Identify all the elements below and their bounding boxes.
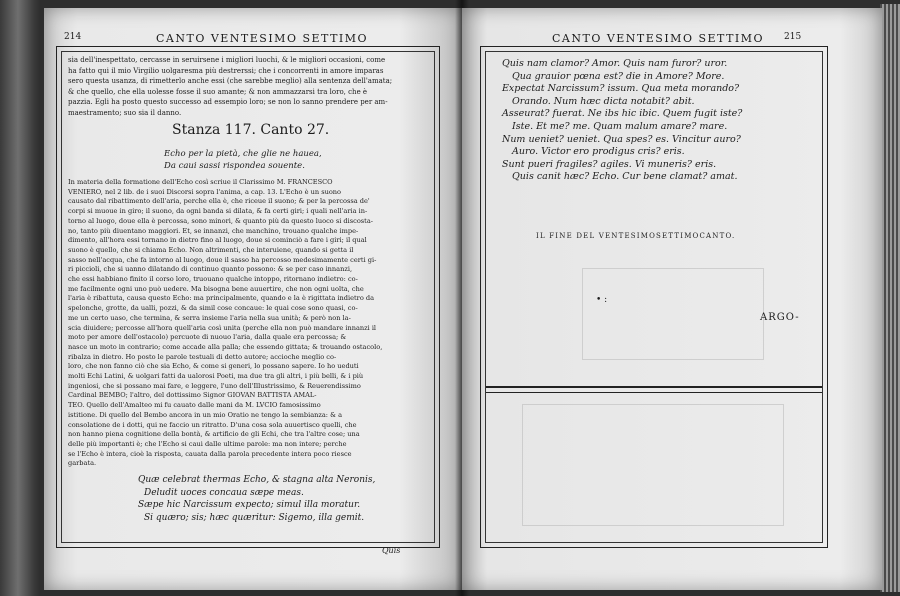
show-through-ghost — [582, 268, 764, 360]
commentary-line: consolatione de i dotti, qui ne faccio un ritratto. D'una cosa sola auuertisco quelli, che — [68, 420, 357, 429]
echo-line: Sunt pueri fragiles? agiles. Vi muneris? eris. — [502, 158, 717, 170]
horizontal-rule-thin — [486, 392, 822, 393]
intro-line: pazzia. Egli ha posto questo successo ad essempio loro; se non lo sanno prendere per am- — [68, 98, 388, 106]
left-page — [44, 8, 462, 590]
commentary-line: l'aria è ribattuta, causa questo Echo: ma principalmente, quando e la è rigittata indietro da — [68, 294, 375, 303]
commentary-line: ri piccioli, che si uanno dilatando di continuo quanto possono: & se per caso innanzi, — [68, 265, 353, 274]
commentary-line: ribalza in dietro. Ho posto le parole testuali di detto autore; accioche meglio co- — [68, 352, 337, 361]
intro-line: sia dell'inespettato, cercasse in seruirsene i migliori luochi, & le migliori occasioni, come — [68, 56, 386, 64]
echo-line: Quis nam clamor? Amor. Quis nam furor? uror. — [502, 58, 728, 69]
commentary-line: che essi habbiano finito il corso loro, truouano qualche intoppo, ritornano indietro: co- — [68, 275, 358, 284]
right-running-head: CANTO VENTESIMO SETTIMO — [552, 32, 765, 45]
left-running-head: CANTO VENTESIMO SETTIMO — [156, 32, 369, 45]
echo-line: Asseurat? fuerat. Ne ibs hic ibic. Quem fugit iste? — [502, 108, 743, 120]
commentary-line: In materia della formatione dell'Echo così scriue il Clarissimo M. FRANCESCO — [68, 178, 333, 186]
commentary-line: moto per amore dell'ostacolo) percuote di nuouo l'aria, dalla quale era percossa; & — [68, 333, 347, 342]
latin-verse — [138, 474, 375, 524]
commentary-line: TEO. Quello dell'Amalteo mi fu cauato dalle mani da M. LVCIO famosissimo — [68, 401, 321, 410]
commentary-line: garbata. — [68, 459, 97, 468]
left-page-number: 214 — [64, 32, 82, 42]
intro-text — [68, 55, 430, 118]
echo-poem — [502, 58, 742, 184]
commentary-line: nasce un moto in contrario; come accade alla palla; che essendo gittata; & trouando ostacolo, — [68, 342, 383, 351]
commentary-line: non hanno piena cognitione della bontà, & artificio de gli Echi, che tra l'altre cose; una — [68, 430, 360, 439]
intro-line: sero questa usanza, di rimetterlo anche essi (che sarebbe meglio) alla sentenza dell'amata; — [68, 77, 393, 85]
commentary-line: spelonche, grotte, da ualli, pozzi, & da simil cose concaue: le quai cose sono quasi, co- — [68, 304, 358, 313]
latin-verse-line: Sæpe hic Narcissum expecto; simul illa moratur. — [138, 500, 361, 510]
intro-line: ha fatto qui il mio Virgilio uolgaresma più destrerssi; che i concorrenti in amore imparas — [68, 66, 384, 75]
echo-line: Expectat Narcissum? issum. Qua meta morando? — [502, 83, 740, 95]
commentary-line: corpi si muoue in giro; il suono, da ogni banda si dilata, & fa certi giri; i quali nell'aria in- — [68, 207, 368, 216]
commentary-line: VENIERO, nel 2 lib. de i suoi Discorsi sopra l'anima, a cap. 13. L'Echo è un suono — [68, 187, 342, 196]
commentary-line: causato dal ribattimento dell'aria, perche ella è, che riceue il suono; & per la percossa de' — [68, 197, 370, 206]
echo-line: Iste. Et me? me. Quam malum amare? mare. — [512, 120, 728, 132]
latin-verse-line: Si quæro; sis; hæc quæritur: Sigemo, illa gemit. — [144, 512, 365, 523]
commentary-line: suono è quello, che si chiama Echo. Non altrimenti, che interuiene, quando si getta il — [68, 245, 354, 254]
stanza-heading: Stanza 117. Canto 27. — [172, 122, 330, 138]
verse-line: Da caui sassi rispondea souente. — [164, 161, 305, 171]
right-catchword: ARGO- — [760, 312, 800, 323]
end-of-canto-line: IL FINE DEL VENTESIMOSETTIMOCANTO. — [536, 232, 736, 240]
commentary-line: me facilmente ogni uno può uedere. Ma bisogna bene auuertire, che non ogni uolta, che — [68, 284, 364, 293]
commentary-line: Cardinal BEMBO; l'altro, del dottissimo Signor GIOVAN BATTISTA AMAL- — [68, 391, 317, 400]
commentary-line: dimento, all'hora essi tornano in dietro fino al luogo, doue si cominciò a fare i giri; il qual — [68, 236, 367, 245]
latin-verse-line: Deludit uoces concaua sæpe meas. — [144, 487, 304, 498]
commentary-line: ingeniosi, che si possano mai fare, e leggere, l'uno dell'Illustrissimo, & Reuerendissimo — [68, 381, 361, 390]
commentary-line: loro, che non fanno ciò che sia Echo, & come si generi, lo possano sapere. Io ho ueduti — [68, 362, 359, 371]
quoted-verse — [164, 148, 322, 172]
commentary-line: no, tanto più diuentano maggiori. Et, se innanzi, che manchino, trouano qualche impe- — [68, 226, 359, 235]
echo-line: Quis canit hæc? Echo. Cur bene clamat? amat. — [512, 171, 738, 183]
right-page-number: 215 — [784, 32, 802, 42]
commentary-line: me un certo uaso, che termina, & serra insieme l'aria nella sua unità; & però non la- — [68, 313, 351, 322]
commentary-line: scia diuidere; percosse all'hora quell'aria così unita (perche ella non può mandare innanzi il — [68, 323, 377, 332]
right-page — [462, 8, 882, 590]
verse-line: Echo per la pietà, che glie ne hauea, — [164, 149, 322, 159]
commentary-line: se l'Echo è intera, cioè la risposta, cauata dalla parola precedente intera poco riesce — [68, 449, 352, 458]
commentary-line: istitione. Di quello del Bembo ancora in un mio Oratio ne tengo la sembianza: & a — [68, 410, 343, 419]
commentary-line: delle più importanti è; che l'Echo si caui dalle ultime parole: ma non intere; perche — [68, 439, 347, 448]
printer-marks: • : — [596, 295, 608, 305]
echo-line: Qua grauior pœna est? die in Amore? More. — [512, 70, 725, 82]
horizontal-rule — [486, 386, 822, 388]
latin-verse-line: Quæ celebrat thermas Echo, & stagna alta Neronis, — [138, 475, 376, 485]
echo-line: Orando. Num hæc dicta notabit? abit. — [512, 95, 695, 107]
commentary-line: sasso nell'acqua, che fa intorno al luogo, doue il sasso ha percosso medesimamente certi gi- — [68, 255, 377, 264]
commentary-line: molti Echi Latini, & uolgari fatti da ualorosi Poeti, ma due tra gli altri, i più belli, & i più — [68, 372, 364, 381]
commentary-text — [68, 178, 430, 469]
page-edges — [880, 4, 900, 592]
echo-line: Num ueniet? ueniet. Qua spes? es. Vincitur auro? — [502, 133, 741, 145]
commentary-line: torno al luogo, doue ella è percossa, sono minori, & quanto più da questo luoco si discosta- — [68, 216, 373, 225]
intro-line: maestramento; suo sia il danno. — [68, 108, 182, 117]
show-through-ghost-lower — [522, 404, 784, 526]
intro-line: & che quello, che ella uolesse fosse il suo amante; & non ammazzarsi tra loro, che è — [68, 87, 368, 96]
echo-line: Auro. Victor ero prodigus cris? eris. — [512, 146, 685, 158]
left-catchword: Quis — [382, 546, 401, 555]
